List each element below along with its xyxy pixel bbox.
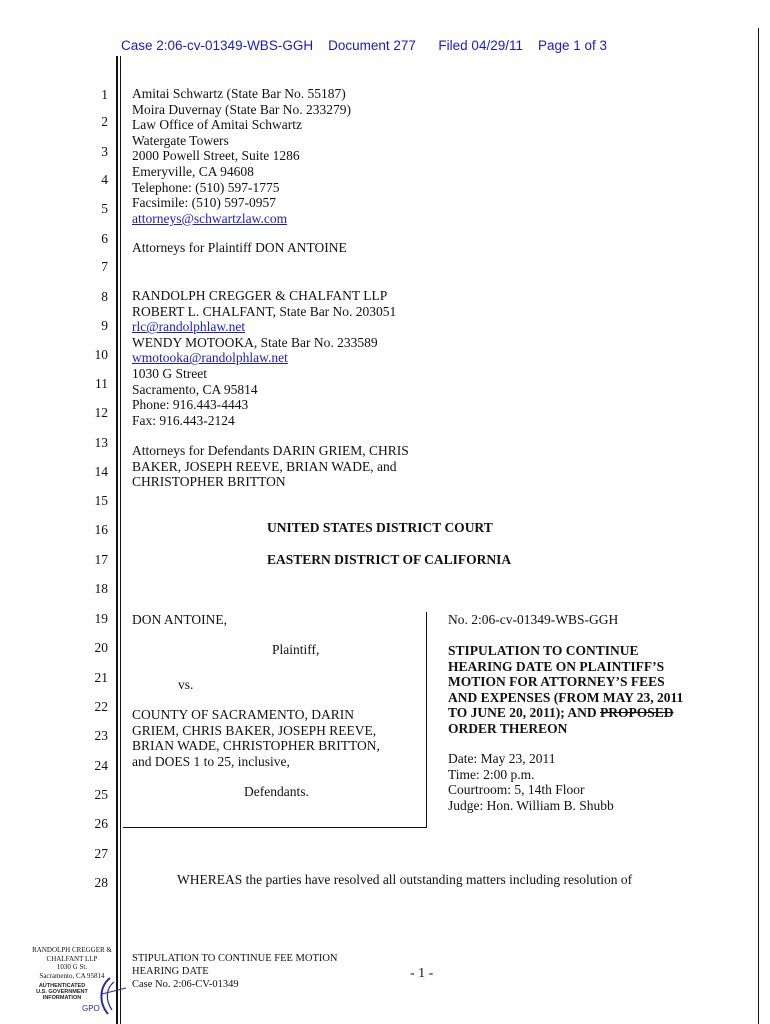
line-number: 25 [94, 787, 108, 802]
line-number: 9 [101, 318, 108, 333]
header-page-count: Page 1 of 3 [538, 38, 608, 53]
defense-email-1-link[interactable]: rlc@randolphlaw.net [132, 319, 246, 335]
counsel-line: Emeryville, CA 94608 [132, 163, 254, 179]
hearing-date: Date: May 23, 2011 [448, 751, 556, 766]
defense-attorney-2: WENDY MOTOOKA, State Bar No. 233589 [132, 334, 378, 350]
line-number: 14 [94, 464, 108, 479]
hearing-info [448, 751, 614, 813]
counsel-line: Moira Duvernay (State Bar No. 233279) [132, 101, 351, 117]
seal-line: U.S. GOVERNMENT [36, 989, 88, 995]
gpo-seal-text [32, 983, 92, 1001]
line-number: 13 [94, 435, 108, 450]
hearing-time: Time: 2:00 p.m. [448, 766, 535, 782]
attorneys-for-line: BAKER, JOSEPH REEVE, BRIAN WADE, and [132, 458, 397, 474]
line-number: 5 [101, 201, 108, 216]
attorneys-for-line: CHRISTOPHER BRITTON [132, 474, 286, 490]
defendants-line: COUNTY OF SACRAMENTO, DARIN [132, 707, 355, 722]
case-number: No. 2:06-cv-01349-WBS-GGH [448, 612, 619, 627]
footer-firm-line: RANDOLPH CREGGER & [32, 946, 112, 954]
plaintiff-attorneys-for: Attorneys for Plaintiff DON ANTOINE [132, 240, 347, 255]
left-margin-rule-inner [120, 56, 122, 1024]
footer-doc-line: Case No. 2:06-CV-01349 [132, 979, 239, 990]
line-number: 4 [101, 172, 108, 187]
hearing-judge: Judge: Hon. William B. Shubb [448, 797, 614, 813]
left-margin-rule-outer [116, 56, 118, 1024]
title-line: MOTION FOR ATTORNEY’S FEES [448, 674, 665, 690]
defendants-line: BRIAN WADE, CHRISTOPHER BRITTON, [132, 738, 380, 754]
defense-attorney-1: ROBERT L. CHALFANT, State Bar No. 203051 [132, 303, 397, 319]
line-number: 28 [94, 875, 108, 890]
line-number: 2 [101, 114, 108, 129]
line-number: 1 [101, 87, 108, 102]
counsel-line: Facsimile: (510) 597-0957 [132, 195, 276, 211]
defense-firm-name: RANDOLPH CREGGER & CHALFANT LLP [132, 288, 388, 303]
line-number: 20 [94, 640, 108, 655]
footer-firm-line: 1030 G St. [56, 963, 88, 972]
court-name: UNITED STATES DISTRICT COURT [267, 520, 493, 535]
plaintiff-counsel-block [132, 86, 351, 226]
line-number: 7 [101, 259, 108, 274]
footer-doc-line: HEARING DATE [132, 966, 209, 977]
title-line: ORDER THEREON [448, 720, 568, 736]
defendants-line: and DOES 1 to 25, inclusive, [132, 753, 290, 769]
caption-plaintiff-role: Plaintiff, [272, 642, 320, 657]
footer-document-info [132, 952, 338, 991]
counsel-line: Telephone: (510) 597-1775 [132, 179, 280, 195]
line-number: 22 [94, 699, 108, 714]
line-number: 15 [94, 493, 108, 508]
counsel-line: 2000 Powell Street, Suite 1286 [132, 148, 300, 164]
line-number: 26 [94, 816, 108, 831]
ecf-header [121, 38, 607, 53]
caption-defendants-role: Defendants. [244, 784, 309, 799]
title-struck-word: PROPOSED [600, 705, 674, 721]
line-number: 10 [94, 347, 108, 362]
defense-address-line: Sacramento, CA 95814 [132, 381, 258, 397]
defense-address-line: Phone: 916.443-4443 [132, 397, 249, 413]
line-number: 21 [94, 670, 108, 685]
defense-attorneys-for [132, 443, 409, 490]
caption-vs: vs. [178, 677, 194, 692]
header-case-number: Case 2:06-cv-01349-WBS-GGH [121, 38, 314, 53]
title-line: TO JUNE 20, 2011); AND [448, 705, 597, 721]
footer-doc-line: STIPULATION TO CONTINUE FEE MOTION [132, 953, 338, 964]
defense-address-line: Fax: 916.443-2124 [132, 412, 235, 428]
caption-defendants [132, 707, 380, 769]
plaintiff-email-link[interactable]: attorneys@schwartzlaw.com [132, 210, 288, 226]
gpo-mark: GPO [82, 1004, 100, 1013]
page-number: - 1 - [410, 966, 434, 981]
attorneys-for-line: Attorneys for Defendants DARIN GRIEM, CHRIS [132, 443, 409, 458]
counsel-line: Law Office of Amitai Schwartz [132, 117, 302, 133]
line-number: 23 [94, 728, 108, 743]
counsel-line: Watergate Towers [132, 132, 229, 148]
caption-divider-vertical [426, 612, 427, 828]
counsel-line: Amitai Schwartz (State Bar No. 55187) [132, 86, 346, 101]
right-margin-rule [758, 28, 759, 1024]
caption-divider-horizontal [123, 827, 427, 828]
line-number: 17 [94, 552, 108, 567]
defense-counsel-block [132, 288, 396, 428]
whereas-paragraph: WHEREAS the parties have resolved all outstanding matters including resolution of [177, 872, 633, 887]
title-line: STIPULATION TO CONTINUE [448, 643, 639, 658]
line-number: 12 [94, 405, 108, 420]
line-number: 6 [101, 231, 108, 246]
footer-firm-line: Sacramento, CA 95814 [39, 971, 105, 980]
line-number: 24 [94, 758, 108, 773]
line-number: 18 [94, 581, 108, 596]
court-district: EASTERN DISTRICT OF CALIFORNIA [267, 552, 512, 567]
line-number: 11 [95, 376, 108, 391]
title-line: AND EXPENSES (FROM MAY 23, 2011 [448, 689, 684, 705]
line-number: 16 [94, 522, 108, 537]
caption-plaintiff: DON ANTOINE, [132, 612, 227, 627]
seal-line: AUTHENTICATED [38, 983, 86, 989]
header-filed-date: Filed 04/29/11 [438, 38, 523, 53]
footer-firm-line: CHALFANT LLP [46, 954, 98, 963]
defense-email-2-link[interactable]: wmotooka@randolphlaw.net [132, 350, 288, 366]
defense-address-line: 1030 G Street [132, 365, 207, 381]
document-title [448, 643, 683, 737]
title-line: HEARING DATE ON PLAINTIFF’S [448, 658, 665, 674]
hearing-courtroom: Courtroom: 5, 14th Floor [448, 782, 585, 798]
line-number: 8 [101, 289, 108, 304]
defendants-line: GRIEM, CHRIS BAKER, JOSEPH REEVE, [132, 722, 377, 738]
header-document-number: Document 277 [328, 38, 416, 53]
line-number: 19 [94, 611, 108, 626]
line-number: 27 [94, 846, 108, 861]
line-number: 3 [101, 144, 108, 159]
seal-line: INFORMATION [42, 995, 82, 1001]
